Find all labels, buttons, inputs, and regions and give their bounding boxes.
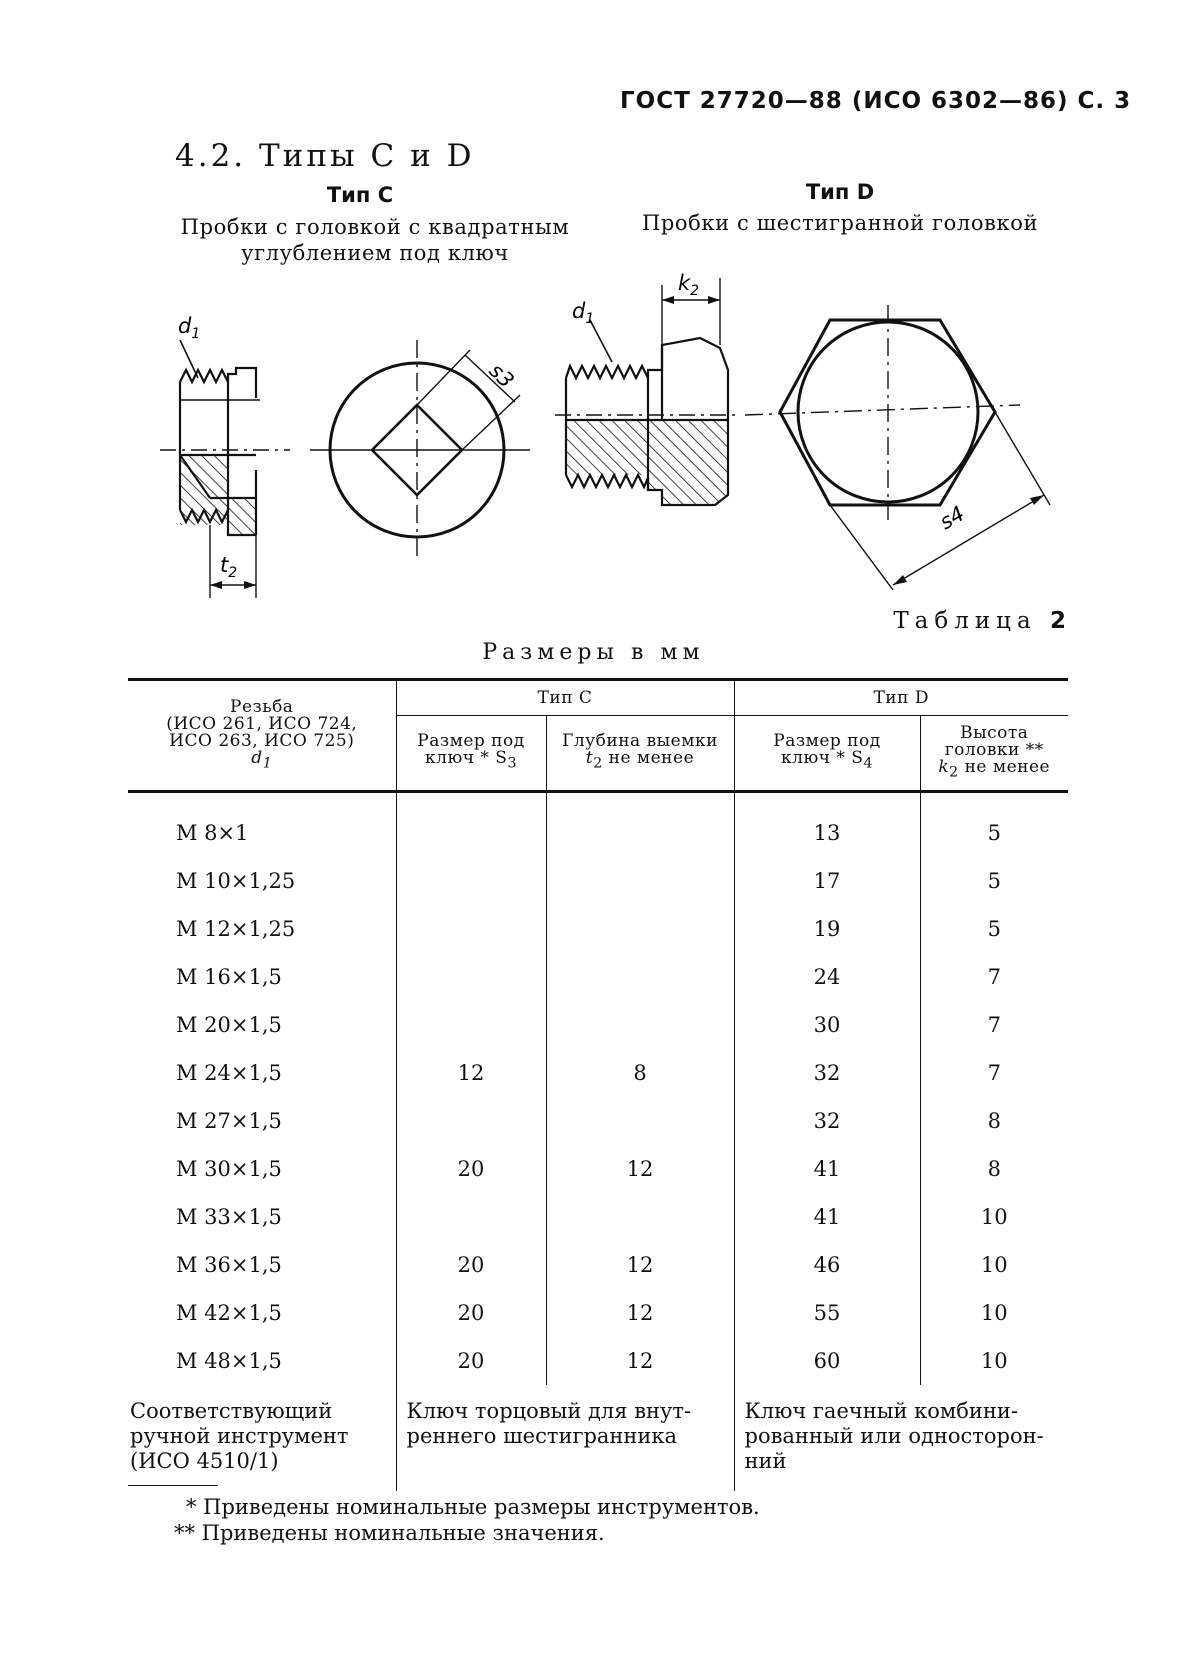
cell-s3 — [396, 953, 546, 1001]
type-d-title: Тип D — [805, 180, 875, 204]
cell-thread: M 27×1,5 — [176, 1109, 282, 1133]
units-caption: Размеры в мм — [482, 640, 705, 665]
cell-k2: 10 — [920, 1289, 1068, 1337]
footnote-rule — [128, 1485, 218, 1486]
cell-k2: 7 — [920, 1049, 1068, 1097]
cell-thread: M 20×1,5 — [176, 1013, 282, 1037]
cell-thread: M 16×1,5 — [176, 965, 282, 989]
cell-s4: 13 — [734, 809, 920, 857]
footnote-1: * Приведены номинальные размеры инструментов. — [186, 1495, 760, 1519]
cell-s3 — [396, 809, 546, 857]
cell-t2 — [546, 1097, 734, 1145]
cell-s4: 41 — [734, 1193, 920, 1241]
table-row — [128, 1337, 1068, 1385]
cell-t2 — [546, 1001, 734, 1049]
table-caption: Таблица 2 — [893, 608, 1072, 634]
cell-thread: M 33×1,5 — [176, 1205, 282, 1229]
header-d-k2: Высота головки ** $k_2$ не менее — [920, 716, 1068, 792]
cell-thread: M 10×1,25 — [176, 869, 296, 893]
cell-s3 — [396, 1001, 546, 1049]
cell-k2: 10 — [920, 1337, 1068, 1385]
cell-k2: 10 — [920, 1241, 1068, 1289]
cell-thread: M 48×1,5 — [176, 1349, 282, 1373]
cell-s4: 17 — [734, 857, 920, 905]
cell-thread: M 8×1 — [176, 821, 249, 845]
table-row — [128, 1049, 1068, 1097]
footnote-2: ** Приведены номинальные значения. — [174, 1521, 605, 1545]
type-c-subtitle-1: Пробки с головкой с квадратным — [180, 215, 570, 239]
cell-s4: 46 — [734, 1241, 920, 1289]
table-row — [128, 1241, 1068, 1289]
cell-s4: 55 — [734, 1289, 920, 1337]
table-row — [128, 1145, 1068, 1193]
cell-t2: 12 — [546, 1289, 734, 1337]
label-s3: s3 — [484, 358, 519, 393]
cell-t2: 12 — [546, 1337, 734, 1385]
cell-k2: 10 — [920, 1193, 1068, 1241]
cell-k2: 5 — [920, 857, 1068, 905]
cell-t2 — [546, 953, 734, 1001]
header-type-d: Тип D — [734, 680, 1068, 716]
header-type-c: Тип C — [396, 680, 734, 716]
cell-s3: 20 — [396, 1289, 546, 1337]
header-c-t2: Глубина выемки $t_2$ не менее — [546, 716, 734, 792]
cell-thread: M 42×1,5 — [176, 1301, 282, 1325]
cell-s3 — [396, 905, 546, 953]
footer-type-c-tool: Ключ торцовый для внут- реннего шестигранника — [396, 1385, 734, 1491]
cell-k2: 7 — [920, 1001, 1068, 1049]
footer-type-d-tool: Ключ гаечный комбини- рованный или односторон- ний — [734, 1385, 1068, 1491]
dimensions-table — [128, 678, 1068, 1491]
label-t2: $t_2$ — [220, 553, 238, 581]
cell-t2: 8 — [546, 1049, 734, 1097]
cell-k2: 7 — [920, 953, 1068, 1001]
header-d-s4: Размер под ключ * $S_4$ — [734, 716, 920, 792]
table-row — [128, 1193, 1068, 1241]
table-row — [128, 809, 1068, 857]
cell-s3: 20 — [396, 1241, 546, 1289]
cell-t2: 12 — [546, 1145, 734, 1193]
cell-s4: 19 — [734, 905, 920, 953]
table-row — [128, 905, 1068, 953]
label-d1-type-c: $d_1$ — [178, 314, 201, 342]
header-thread: Резьба (ИСО 261, ИСО 724, ИСО 263, ИСО 725) $d_1$ — [128, 680, 396, 792]
type-d-end-view — [745, 305, 1050, 590]
type-c-title: Тип C — [326, 183, 394, 207]
cell-s3 — [396, 1193, 546, 1241]
table-row — [128, 953, 1068, 1001]
cell-s4: 30 — [734, 1001, 920, 1049]
cell-t2 — [546, 857, 734, 905]
cell-thread: M 24×1,5 — [176, 1061, 282, 1085]
cell-s3: 20 — [396, 1145, 546, 1193]
cell-s4: 60 — [734, 1337, 920, 1385]
cell-s4: 32 — [734, 1097, 920, 1145]
cell-s4: 41 — [734, 1145, 920, 1193]
page-header: ГОСТ 27720—88 (ИСО 6302—86) С. 3 — [620, 88, 1132, 114]
header-c-s3: Размер под ключ * $S_3$ — [396, 716, 546, 792]
label-d1-type-d: $d_1$ — [572, 299, 595, 327]
table-row — [128, 1289, 1068, 1337]
table-row — [128, 1097, 1068, 1145]
cell-t2 — [546, 905, 734, 953]
cell-thread: M 12×1,25 — [176, 917, 296, 941]
cell-thread: M 36×1,5 — [176, 1253, 282, 1277]
cell-t2 — [546, 809, 734, 857]
label-s4: s4 — [935, 501, 969, 535]
footnotes — [128, 1485, 760, 1546]
type-c-subtitle-2: углублением под ключ — [241, 241, 509, 265]
table-row — [128, 1001, 1068, 1049]
section-title: 4.2. Типы C и D — [175, 138, 475, 174]
cell-k2: 8 — [920, 1145, 1068, 1193]
label-k2: $k_2$ — [678, 271, 700, 299]
type-d-subtitle: Пробки с шестигранной головкой — [641, 211, 1039, 235]
cell-k2: 5 — [920, 905, 1068, 953]
cell-t2 — [546, 1193, 734, 1241]
technical-drawings — [0, 0, 1187, 620]
cell-s3 — [396, 857, 546, 905]
cell-t2: 12 — [546, 1241, 734, 1289]
cell-thread: M 30×1,5 — [176, 1157, 282, 1181]
cell-s4: 32 — [734, 1049, 920, 1097]
cell-k2: 5 — [920, 809, 1068, 857]
cell-s4: 24 — [734, 953, 920, 1001]
table-row — [128, 857, 1068, 905]
footer-thread-tool: Соответствующий ручной инструмент (ИСО 4510/1) — [130, 1399, 349, 1473]
cell-s3: 20 — [396, 1337, 546, 1385]
cell-s3: 12 — [396, 1049, 546, 1097]
cell-k2: 8 — [920, 1097, 1068, 1145]
table-footer-row — [128, 1385, 1068, 1491]
cell-s3 — [396, 1097, 546, 1145]
